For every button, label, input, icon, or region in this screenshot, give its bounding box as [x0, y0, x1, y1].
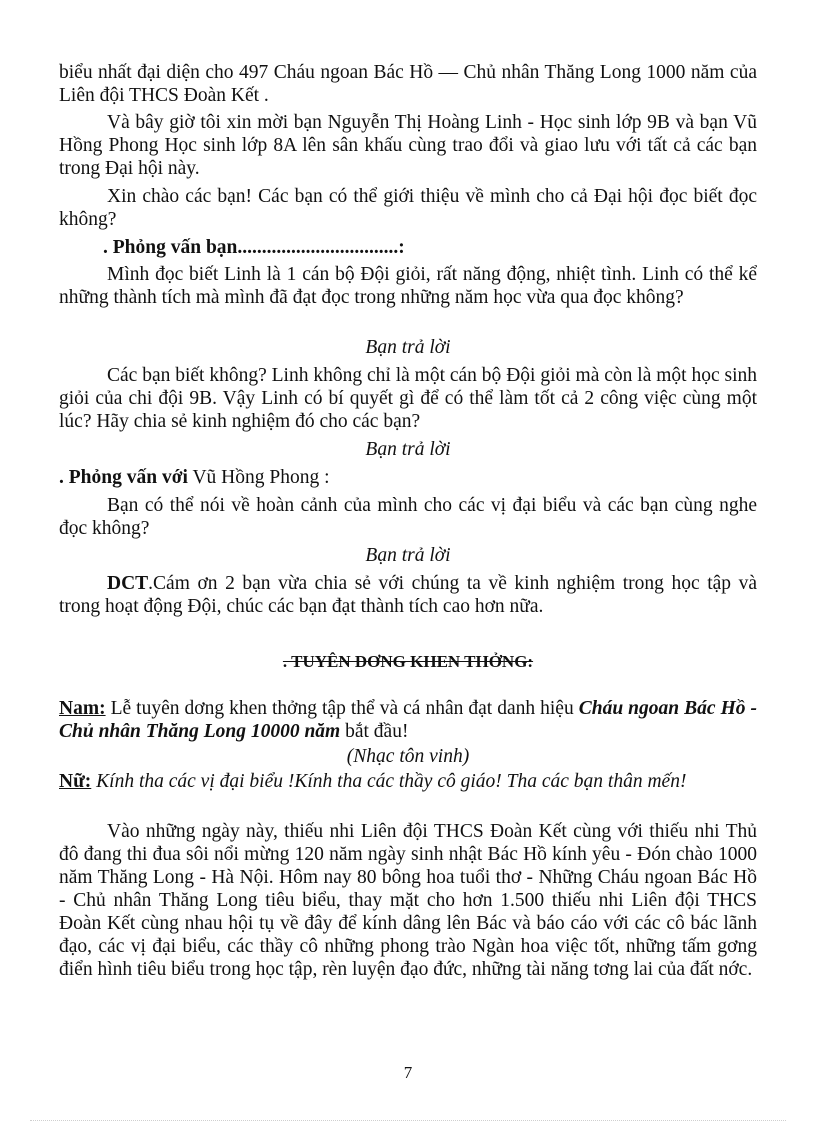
interview-heading-2	[59, 466, 757, 489]
paragraph-nam	[59, 697, 757, 743]
paragraph-intro-continued: biểu nhất đại diện cho 497 Cháu ngoan Bác Hồ — Chủ nhân Thăng Long 1000 năm của Liên đội THCS Đoàn Kết .	[59, 62, 757, 106]
interview-heading-2-bold: . Phỏng vấn với	[59, 467, 188, 488]
paragraph-question-1: Mình đọc biết Linh là 1 cán bộ Đội giỏi, rất năng động, nhiệt tình. Linh có thể kể những thành tích mà mình đã đạt đọc trong những năm học vừa qua đọc không?	[59, 264, 757, 308]
interview-heading-1: . Phỏng vấn bạn.................................:	[103, 237, 405, 258]
closing-text: .Cám ơn 2 bạn vừa chia sẻ với chúng ta về kinh nghiệm trong học tập và trong hoạt động Đội, chúc các bạn đạt thành tích cao hơn nữa.	[59, 573, 757, 617]
section-title: . TUYÊN DƠNG KHEN THỞNG:	[282, 652, 534, 671]
paragraph-invitation: Và bây giờ tôi xin mời bạn Nguyễn Thị Hoàng Linh - Học sinh lớp 9B và bạn Vũ Hồng Phong Học sinh lớp 8A lên sân khấu cùng trao đổi và giao lưu với tất cả các bạn trong Đại hội này.	[59, 112, 757, 179]
speaker-nu-label: Nữ:	[59, 771, 92, 792]
closing-speaker: DCT	[107, 573, 149, 594]
page-number: 7	[403, 1063, 413, 1082]
music-cue: (Nhạc tôn vinh)	[346, 746, 470, 767]
paragraph-celebration: Vào những ngày này, thiếu nhi Liên đội THCS Đoàn Kết cùng với thiếu nhi Thủ đô đang thi đua sôi nổi mừng 120 năm ngày sinh nhật Bác Hồ kính yêu - Đón chào 1000 năm Thăng Long - Hà Nội. Hôm nay 80 bông hoa tuổi thơ - Những Cháu ngoan Bác Hồ - Chủ nhân Thăng Long tiêu biểu, thay mặt cho hơn 1.500 thiếu nhi Liên đội THCS Đoàn Kết cùng nhau hội tụ về đây để kính dâng lên Bác và báo cáo với các cô bác lãnh đạo, các vị đại biểu, các thầy cô những phong trào Ngàn hoa việc tốt, những tấm gơng điển hình tiêu biểu trong học tập, rèn luyện đạo đức, những tài năng tơng lai của đất nớc.	[59, 821, 757, 980]
paragraph-question-2: Các bạn biết không? Linh không chỉ là một cán bộ Đội giỏi mà còn là một học sinh giỏi của chi đội 9B. Vậy Linh có bí quyết gì để có thể làm tốt cả 2 công việc cùng một lúc? Hãy chia sẻ kinh nghiệm đó cho các bạn?	[59, 365, 757, 432]
nam-end: bắt đầu!	[340, 721, 409, 742]
speaker-nam-label: Nam:	[59, 698, 106, 719]
bottom-divider	[30, 1120, 786, 1121]
nam-text: Lễ tuyên dơng khen thởng tập thể và cá nhân đạt danh hiệu	[105, 698, 579, 719]
paragraph-question-3: Bạn có thể nói về hoàn cảnh của mình cho các vị đại biểu và các bạn cùng nghe đọc không?	[59, 495, 757, 539]
nu-text: Kính tha các vị đại biểu !Kính tha các thầy cô giáo! Tha các bạn thân mến!	[91, 771, 687, 792]
interview-heading-2-name: Vũ Hồng Phong :	[187, 467, 330, 488]
paragraph-nu	[59, 770, 757, 793]
answer-label-1: Bạn trả lời	[365, 337, 451, 358]
answer-label-3: Bạn trả lời	[365, 545, 451, 566]
answer-label-2: Bạn trả lời	[365, 439, 451, 460]
award-title: Cháu ngoan Bác Hồ - Chủ nhân Thăng Long 10000 năm	[59, 698, 757, 742]
paragraph-greeting: Xin chào các bạn! Các bạn có thể giới thiệu về mình cho cả Đại hội đọc biết đọc không?	[59, 186, 757, 230]
paragraph-closing	[59, 572, 757, 618]
